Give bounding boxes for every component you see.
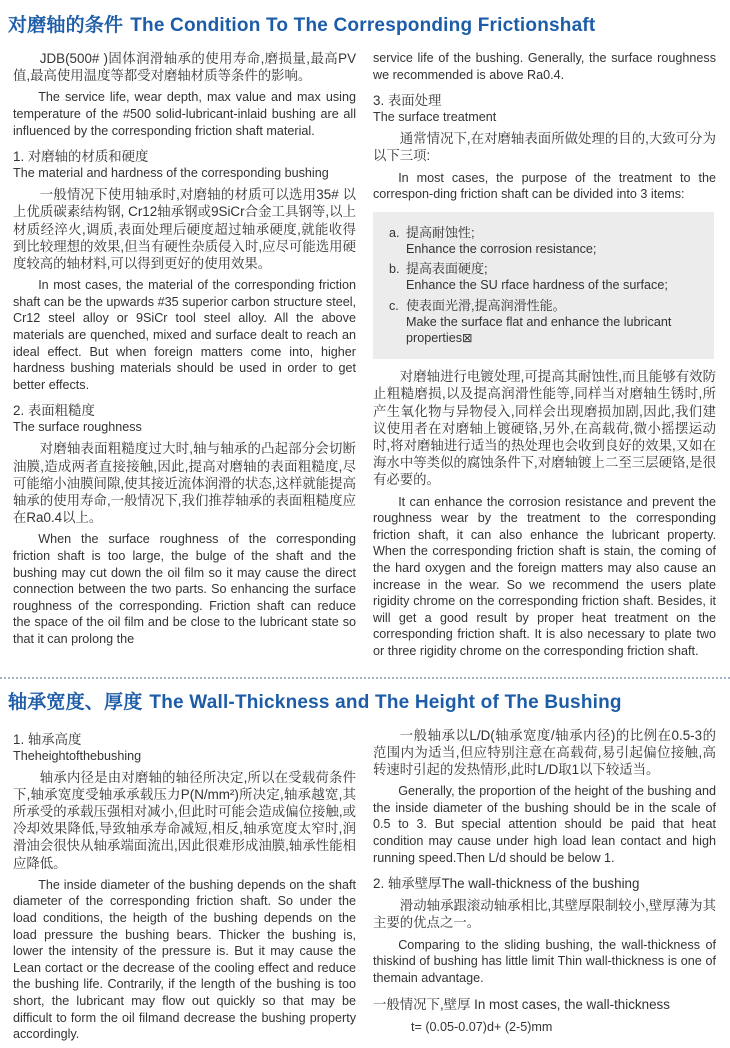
subheading-en: The surface roughness	[13, 420, 142, 435]
subheading-bushing-height	[13, 731, 356, 764]
paragraph-en: Comparing to the sliding bushing, the wall-thickness of thiskind of bushing has little limit Thin wall-thickness is one of themain advantage.	[373, 937, 716, 985]
paragraph-en: When the surface roughness of the corresponding friction shaft is too large, the bulge of the shaft and the bushing may cut down the oil film so it may cause the direct connection between the two parts. So enhancing the surface roughness of the corresponding. Friction shaft can reduce the space of the oil film and be close to the lubricant state so that it can prolong the	[13, 532, 356, 646]
paragraph-en: The inside diameter of the bushing depends on the shaft diameter of the corresponding friction shaft. So under the load conditions, the heigth of the bushing depends on the load pressure the bushing bears. Thicker the bushing is, lower the intensity of the pressure is. But it may cause the Lean cortact or the decrease of the cooling effect and reduce the bushing life. Contrarily, if the length of the bushing is too short, the lubricant may flow out quickly so that may be difficult to form the oil filmand decrease the bushing property accordingly.	[13, 877, 356, 1042]
subheading-material-hardness	[13, 148, 356, 181]
subheading-zh: 2. 表面粗糙度	[13, 403, 95, 419]
list-item-en: Enhance the SU rface hardness of the surface;	[406, 278, 668, 293]
subheading-surface-treatment	[373, 92, 716, 125]
list-item-zh: 提高表面硬度;	[406, 261, 488, 277]
list-item-label: a.	[389, 225, 400, 240]
section2-left-column	[13, 722, 356, 1048]
section2-title-zh: 轴承宽度、厚度	[8, 691, 143, 713]
paragraph-en: The service life, wear depth, max value and max using temperature of the #500 solid-lubricant-inlaid bushing are all influenced by the corresponding friction shaft material.	[13, 90, 356, 138]
paragraph-zh: 轴承内径是由对磨轴的轴径所决定,所以在受载荷条件下,轴承宽度受轴承承载压力P(N/mm²)所决定,轴承越宽,其所承受的承载压强相对减小,但此时可能会造成偏位接触,或冷却效果降低,导致轴承寿命减短,相反,轴承宽度太窄时,润滑油会很快从轴承端面流出,因此很难形成油膜,轴承性能相应降低。	[13, 769, 356, 871]
list-item-zh: 使表面光滑,提高润滑性能。	[406, 297, 566, 313]
paragraph-zh: 对磨轴表面粗糙度过大时,轴与轴承的凸起部分会切断油膜,造成两者直接接触,因此,提高对磨轴的表面粗糙度,尽可能缩小油膜间隙,使其接近流体润滑的状态,这样就能提高轴承的使用寿命,一般情况下,我们推荐轴承的表面粗糙度应在Ra0.4以上。	[13, 441, 356, 526]
list-item-a	[389, 225, 704, 257]
list-item-label: c.	[389, 298, 399, 313]
paragraph-zh: 一般情况下使用轴承时,对磨轴的材质可以选用35# 以上优质碳素结构钢, Cr12轴承钢或9SiCr合金工具钢等,以上材质经淬火,调质,表面处理后硬度超过轴承硬度,就能收得到比较理想的效果,但当有硬性杂质侵入时,应尽可能选用硬度较高的轴材料,可以得到更好的使用效果。	[13, 187, 356, 271]
paragraph-zh: 通常情况下,在对磨轴表面所做处理的目的,大致可分为以下三项:	[373, 131, 716, 164]
subheading-mixed: 2. 轴承壁厚The wall-thickness of the bushing	[373, 876, 640, 892]
list-item-body	[406, 261, 704, 293]
section1-left-column	[13, 45, 356, 665]
subheading-en: The surface treatment	[373, 110, 497, 125]
wall-thickness-note: 一般情况下,壁厚 In most cases, the wall-thickness	[373, 997, 670, 1013]
subheading-zh: 1. 对磨轴的材质和硬度	[13, 149, 149, 165]
dotted-separator	[0, 677, 730, 679]
subheading-wall-thickness	[373, 875, 716, 892]
subheading-surface-roughness	[13, 402, 356, 435]
list-item-c	[389, 298, 704, 347]
section2-title-en: The Wall-Thickness and The Height of The Bushing	[149, 691, 622, 713]
section1-title	[8, 10, 716, 37]
list-item-body	[406, 298, 704, 347]
list-item-en: Enhance the corrosion resistance;	[406, 241, 597, 256]
list-item-zh: 提高耐蚀性;	[406, 224, 475, 240]
list-item-body	[406, 225, 704, 257]
paragraph-zh: JDB(500# )固体润滑轴承的使用寿命,磨损量,最高PV值,最高使用温度等都受对磨轴材质等条件的影响。	[13, 51, 356, 84]
paragraph-en: In most cases, the material of the corresponding friction shaft can be the upwards #35 superior carbon structure steel, Cr12 steel alloy or 9SiCr tool steel alloy. All the above materials are quenched, mixed and surface dealt to reach an ideal effect. But when foreign matters come into, higher hardness bushing materials should be used in order to get better effects.	[13, 278, 356, 392]
paragraph-en: It can enhance the corrosion resistance and prevent the roughness wear by the treatment to the corresponding friction shaft, it can also enhance the lubricant property. When the corresponding friction shaft is stain, the coming of the hard oxygen and the foreign matters may also cause an increase in the wear. So we recommend the users plate rigidity chrome on the corresponding friction shaft. Besides, it will get a good result by proper heat treatment on the corresponding friction shaft. It is also necessary to plate two or three rigidity chrome on the corresponding friction shaft.	[373, 494, 716, 658]
list-item-b	[389, 261, 704, 293]
paragraph-zh: 对磨轴进行电镀处理,可提高其耐蚀性,而且能够有效防止粗糙磨损,以及提高润滑性能等,同样当对磨轴生锈时,所产生氧化物与异物侵入,同样会出现磨损加剧,因此,我们建议使用者在对磨轴上镀硬铬,另外,在高载荷,微小摇摆运动时,将对磨轴进行适当的热处理也会收到良好的效果,又如在海水中等类似的腐蚀条件下,对磨轴镀上二至三层硬铬,是很有必要的。	[373, 369, 716, 488]
subheading-zh: 1. 轴承高度	[13, 731, 82, 747]
section1-columns	[13, 45, 716, 665]
paragraph-zh: 一般轴承以L/D(轴承宽度/轴承内径)的比例在0.5-3的范围内为适当,但应特别注意在高载荷,易引起偏位接触,高转速时引起的发热情形,此时L/D取1以下较适当。	[373, 727, 716, 777]
list-item-label: b.	[389, 262, 400, 277]
subheading-en: Theheightofthebushing	[13, 748, 142, 763]
paragraph-en: In most cases, the purpose of the treatment to the correspon-ding friction shaft can be divided into 3 items:	[373, 170, 716, 202]
section2-columns	[13, 722, 716, 1048]
section2-title	[8, 687, 716, 714]
section1-title-en: The Condition To The Corresponding Frictionshaft	[130, 15, 596, 36]
paragraph-en: Generally, the proportion of the height of the bushing and the inside diameter of the bushing should be in the scale of 0.5 to 3. But special attention should be paid that heat condition may cause under high load lean contact and high running speed.Then L/d should be below 1.	[373, 784, 716, 865]
subheading-zh: 3. 表面处理	[373, 93, 442, 109]
paragraph-zh: 滑动轴承跟滚动轴承相比,其壁厚限制较小,壁厚薄为其主要的优点之一。	[373, 898, 716, 931]
treatment-items-box	[373, 212, 714, 359]
section2-right-column	[373, 722, 716, 1048]
section1-right-column	[373, 45, 716, 665]
list-item-en: Make the surface flat and enhance the lubricant properties⊠	[406, 314, 672, 345]
subheading-en: The material and hardness of the corresponding bushing	[13, 166, 329, 181]
paragraph-en: service life of the bushing. Generally, the surface roughness we recommended is above Ra0.4.	[373, 51, 716, 82]
section1-title-zh: 对磨轴的条件	[8, 15, 124, 36]
wall-thickness-formula: t= (0.05-0.07)d+ (2-5)mm	[411, 1019, 553, 1034]
